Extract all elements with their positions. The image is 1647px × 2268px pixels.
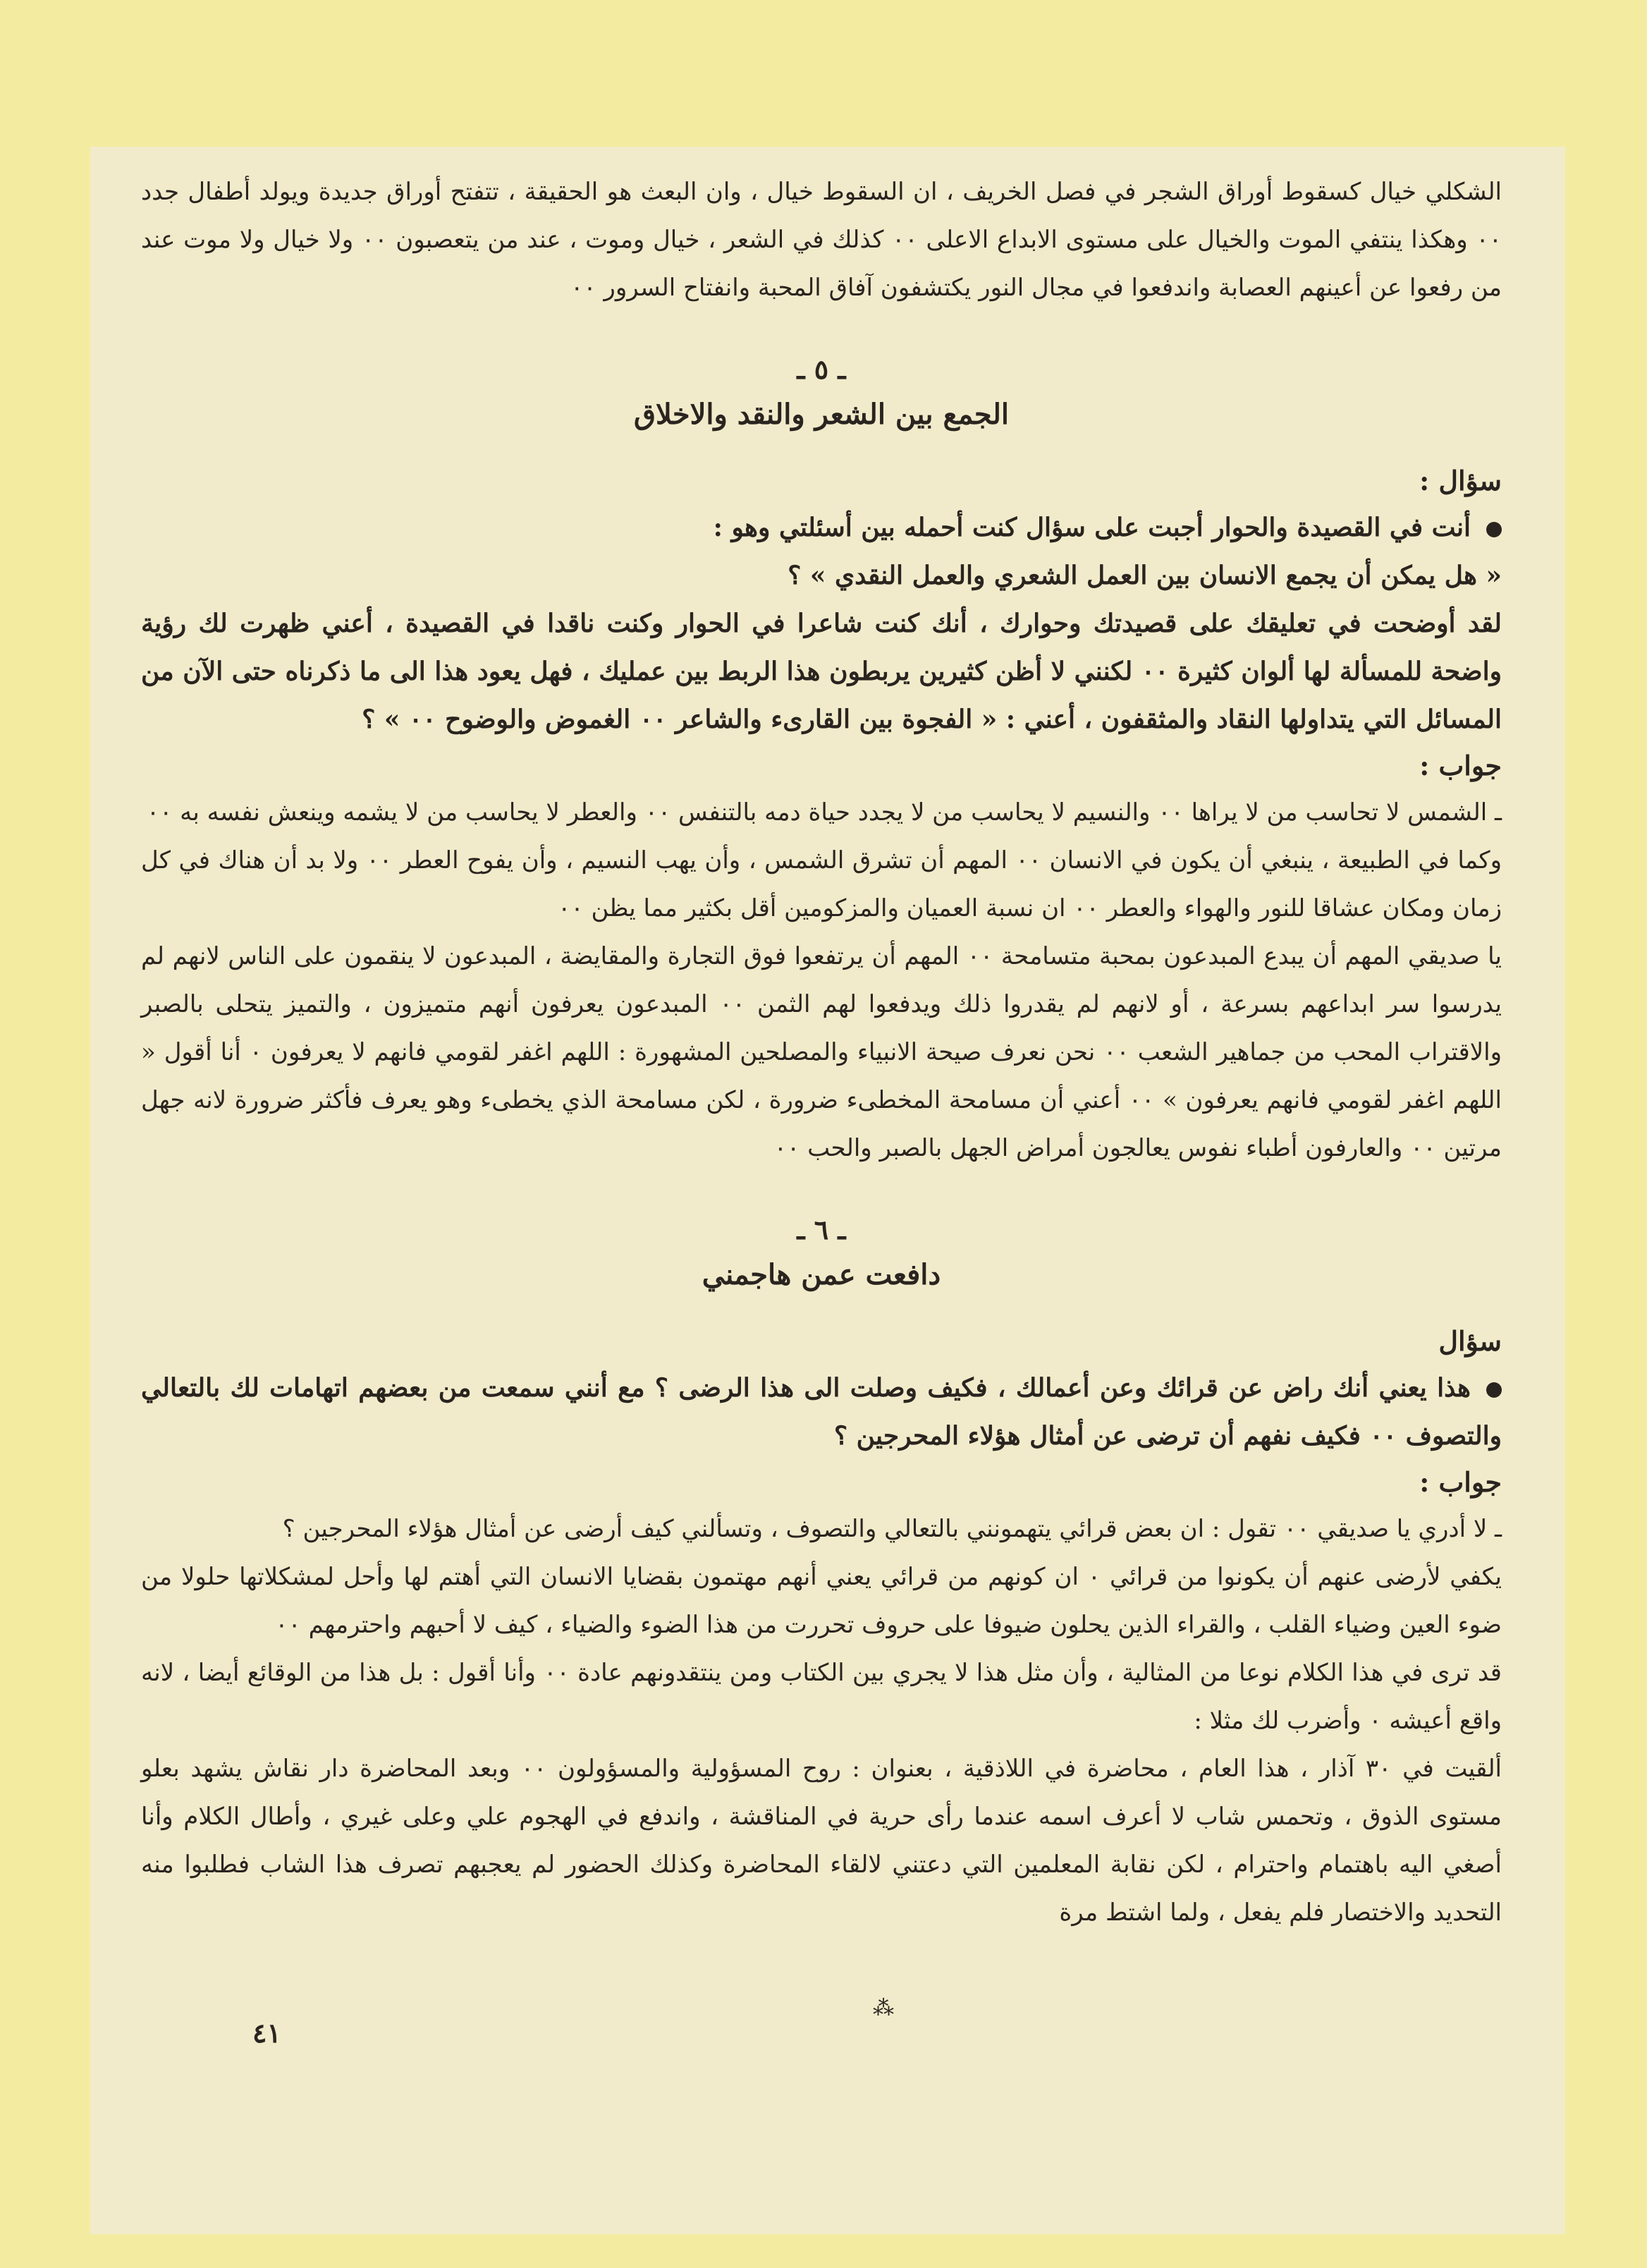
- section-5-number: ـ ٥ ـ: [797, 353, 846, 385]
- section-6-answer-para-4: ألقيت في ٣٠ آذار ، هذا العام ، محاضرة في اللاذقية ، بعنوان : روح المسؤولية والمسؤولون ٠٠ وبعد المحاضرة دار نقاش يشهد بعلو مستوى الذوق ، وتحمس شاب لا أعرف اسمه عندما رأى حرية في المناقشة ، واندفع في الهجوم علي وعلى غيري ، وأطال الكلام وأنا أصغي اليه باهتمام واحترام ، لكن نقابة المعلمين التي دعتني لالقاء المحاضرة وكذلك الحضور لم يعجبهم تصرف هذا الشاب فطلبوا منه التحديد والاختصار فلم يفعل ، ولما اشتط مرة: [141, 1755, 1502, 1927]
- document-page: [90, 147, 1565, 2234]
- section-5-answer-para-1: ـ الشمس لا تحاسب من لا يراها ٠٠ والنسيم لا يحاسب من لا يجدد حياة دمه بالتنفس ٠٠ والعطر لا يحاسب من لا يشمه وينعش نفسه به ٠٠: [146, 798, 1502, 827]
- section-6-question-label: سؤال: [1438, 1325, 1502, 1357]
- section-6-answer-label: جواب :: [1419, 1466, 1502, 1498]
- bullet-icon: [1486, 522, 1502, 537]
- page-number: ٤١: [252, 2017, 281, 2049]
- section-6-title: دافعت عمن هاجمني: [702, 1258, 941, 1291]
- section-5-title: الجمع بين الشعر والنقد والاخلاق: [633, 398, 1010, 431]
- section-5-question-label: سؤال :: [1419, 465, 1502, 496]
- section-6-answer-para-3: قد ترى في هذا الكلام نوعا من المثالية ، وأن مثل هذا لا يجري بين الكتاب ومن ينتقدونهم عادة ٠٠ وأنا أقول : بل هذا من الوقائع أيضا ، لانه واقع أعيشه ٠ وأضرب لك مثلا :: [141, 1659, 1502, 1735]
- section-5-answer-para-2: وكما في الطبيعة ، ينبغي أن يكون في الانسان ٠٠ المهم أن تشرق الشمس ، وأن يهب النسيم ، وأن يفوح العطر ٠٠ ولا بد أن هناك في كل زمان ومكان عشاقا للنور والهواء والعطر ٠٠ ان نسبة العميان والمزكومين أقل بكثير مما يظن ٠٠: [141, 846, 1502, 922]
- section-6-answer-para-2: يكفي لأرضى عنهم أن يكونوا من قرائي ٠ ان كونهم من قرائي يعني أنهم مهتمون بقضايا الانسان التي أهتم لها وأحل لمشكلاتها حلولا من ضوء العين وضياء القلب ، والقراء الذين يحلون ضيوفا على حروف تحررت من هذا الضوء والضياء ، كيف لا أحبهم واحترمهم ٠٠: [141, 1563, 1502, 1639]
- section-5-answer-label: جواب :: [1419, 750, 1502, 781]
- intro-paragraph: الشكلي خيال كسقوط أوراق الشجر في فصل الخريف ، ان السقوط خيال ، وان البعث هو الحقيقة ، تتفتح أوراق جديدة ويولد أطفال جدد ٠٠ وهكذا ينتفي الموت والخيال على مستوى الابداع الاعلى ٠٠ كذلك في الشعر ، خيال وموت ، عند من يتعصبون ٠٠ ولا خيال ولا موت عند من رفعوا عن أعينهم العصابة واندفعوا في مجال النور يكتشفون آفاق المحبة وانفتاح السرور ٠٠: [141, 178, 1502, 302]
- ink-mark: ⁂: [873, 1996, 894, 2020]
- section-5-answer-para-3: يا صديقي المهم أن يبدع المبدعون بمحبة متسامحة ٠٠ المهم أن يرتفعوا فوق التجارة والمقايضة ، المبدعون لا ينقمون على الناس لانهم لم يدرسوا سر ابداعهم بسرعة ، أو لانهم لم يقدروا ذلك ويدفعوا لهم الثمن ٠٠ المبدعون يعرفون أنهم متميزون ، والتميز يتحلى بالصبر والاقتراب المحب من جماهير الشعب ٠٠ نحن نعرف صيحة الانبياء والمصلحين المشهورة : اللهم اغفر لقومي فانهم لا يعرفون ٠ أنا أقول « اللهم اغفر لقومي فانهم يعرفون » ٠٠ أعني أن مسامحة المخطىء ضرورة ، لكن مسامحة الذي يخطىء وهو يعرف فأكثر ضرورة لانه جهل مرتين ٠٠ والعارفون أطباء نفوس يعالجون أمراض الجهل بالصبر والحب ٠٠: [141, 942, 1502, 1162]
- section-6-question: هذا يعني أنك راض عن قرائك وعن أعمالك ، فكيف وصلت الى هذا الرضى ؟ مع أنني سمعت من بعضهم اتهامات لك بالتعالي والتصوف ٠٠ فكيف نفهم أن ترضى عن أمثال هؤلاء المحرجين ؟: [141, 1373, 1502, 1451]
- section-6-answer-para-1: ـ لا أدري يا صديقي ٠٠ تقول : ان بعض قرائي يتهمونني بالتعالي والتصوف ، وتسألني كيف أرضى عن أمثال هؤلاء المحرجين ؟: [282, 1515, 1502, 1543]
- section-5-question-line-1: أنت في القصيدة والحوار أجبت على سؤال كنت أحمله بين أسئلتي وهو :: [141, 504, 1502, 551]
- section-6-number: ـ ٦ ـ: [797, 1214, 846, 1245]
- bullet-icon: [1486, 1382, 1502, 1398]
- section-5-question-line-2: « هل يمكن أن يجمع الانسان بين العمل الشعري والعمل النقدي » ؟: [788, 561, 1502, 590]
- section-5-question-line-3: لقد أوضحت في تعليقك على قصيدتك وحوارك ، أنك كنت شاعرا في الحوار وكنت ناقدا في القصيدة ، أعني ظهرت لك رؤية واضحة للمسألة لها ألوان كثيرة ٠٠ لكنني لا أظن كثيرين يربطون هذا الربط بين عمليك ، فهل يعود هذا الى ما ذكرناه حتى الآن من المسائل التي يتداولها النقاد والمثقفون ، أعني : « الفجوة بين القارىء والشاعر ٠٠ الغموض والوضوح ٠٠ » ؟: [141, 609, 1502, 734]
